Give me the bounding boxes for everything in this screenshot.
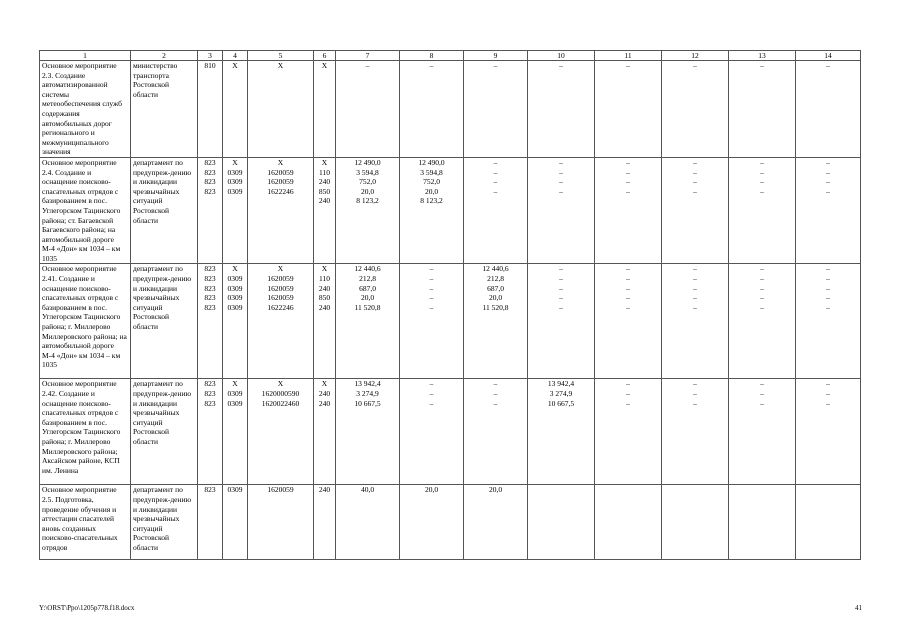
cell-value: – [826,283,830,293]
cell-value: – [493,186,498,196]
cell-value: 0309 [227,283,243,293]
value-cell-c10 [528,264,595,379]
cell-value: 13 942,4 [547,379,575,389]
cell-value: – [693,398,697,408]
value-cell-c9 [464,264,528,379]
cell-value: – [559,283,563,293]
value-cell-c8 [400,61,464,158]
cell-value: – [365,61,370,70]
file-path-footer: Y:\ORST\Ppo\1205p778.f18.docx [39,604,135,612]
table-row [40,264,861,379]
value-cell-c8 [400,485,464,560]
cell-value: – [626,398,630,408]
cell-value: 1620059 [267,167,294,177]
cell-value: 10 667,5 [354,398,381,408]
cell-value: – [559,167,563,177]
cell-value: 40,0 [360,485,375,495]
value-cell-c12 [662,61,729,158]
value-cell-c4 [223,264,248,379]
cell-value: – [826,398,830,408]
value-cell-c10 [528,485,595,560]
cell-value: – [559,274,563,284]
cell-value: – [826,379,830,389]
column-number: 8 [400,51,464,61]
cell-value: – [626,274,630,284]
activity-name-cell: Основное мероприятие 2.42. Создание и оснащение поисково-спасательных отрядов с базированием в пос. Углегорском Тацинского района; г. Миллерово Миллеровского района; Аксайском районе, КСП им. Ленина [40,379,131,485]
value-cell-c6 [314,61,336,158]
cell-value: 823 [204,283,216,293]
column-number: 14 [796,51,861,61]
cell-value: – [559,293,563,303]
cell-value: 823 [204,293,216,303]
cell-value: 823 [204,485,216,495]
cell-value: – [826,274,830,284]
cell-value: – [429,274,434,284]
cell-value: 752,0 [359,177,376,187]
value-cell-c6 [314,157,336,264]
cell-value: – [693,274,697,284]
cell-value: – [760,293,764,303]
cell-value: – [693,283,697,293]
cell-value: 823 [204,264,216,274]
column-number: 6 [314,51,336,61]
cell-value: 1620059 [267,485,294,495]
cell-value: 1620022460 [261,398,300,408]
value-cell-c7 [336,485,400,560]
executor-cell: министерство транспорта Ростовской области [131,61,198,158]
cell-value: 1620059 [267,274,294,284]
cell-value: 823 [204,157,216,167]
activity-name-cell: Основное мероприятие 2.3. Создание автоматизированной системы метеообеспечения служб содержания автомобильных дорог регионального и межмуниципального значения [40,61,131,158]
executor-cell: департамент по предупреж-дению и ликвидации чрезвычайных ситуаций Ростовской области [131,264,198,379]
cell-value: 1620000590 [261,389,300,399]
cell-value: – [760,61,764,70]
cell-value: 823 [204,389,216,399]
column-number: 5 [248,51,314,61]
value-cell-c7 [336,379,400,485]
cell-value: – [826,389,830,399]
value-cell-c8 [400,379,464,485]
value-cell-c8 [400,264,464,379]
value-cell-c12 [662,379,729,485]
table-row [40,485,861,560]
value-cell-c12 [662,264,729,379]
cell-value: – [626,302,630,312]
value-cell-c11 [595,264,662,379]
column-number: 3 [198,51,223,61]
cell-value: – [626,177,630,187]
value-cell-c10 [528,379,595,485]
cell-value: 20,0 [424,485,439,495]
value-cell-c10 [528,157,595,264]
cell-value: 240 [318,302,331,312]
executor-cell: департамент по предупреж-дению и ликвидации чрезвычайных ситуаций Ростовской области [131,485,198,560]
cell-value: 1620059 [267,177,294,187]
budget-table [39,50,861,560]
cell-value: – [826,264,830,274]
cell-value: – [826,186,830,196]
cell-value: – [429,61,434,70]
cell-value: 0309 [227,485,243,495]
cell-value: – [493,177,498,187]
column-number-row [40,51,861,61]
cell-value: – [626,157,630,167]
cell-value: – [493,389,498,399]
cell-value: X [277,379,284,389]
cell-value: X [321,157,328,167]
value-cell-c5 [248,485,314,560]
value-cell-c14 [796,379,861,485]
value-cell-c4 [223,61,248,158]
cell-value: 20,0 [424,186,439,196]
value-cell-c9 [464,157,528,264]
value-cell-c3 [198,157,223,264]
cell-value: – [559,186,563,196]
cell-value: 212,8 [487,274,504,284]
cell-value: 12 440,6 [354,264,381,274]
value-cell-c7 [336,61,400,158]
value-cell-c14 [796,157,861,264]
value-cell-c11 [595,485,662,560]
cell-value: X [321,379,328,389]
value-cell-c6 [314,379,336,485]
cell-value: 3 594,8 [420,167,443,177]
cell-value: – [626,167,630,177]
cell-value: 11 520,8 [354,302,381,312]
cell-value: – [693,293,697,303]
cell-value: 240 [318,196,331,206]
value-cell-c7 [336,264,400,379]
value-cell-c3 [198,61,223,158]
cell-value: 3 274,9 [356,389,379,399]
value-cell-c14 [796,61,861,158]
column-number: 2 [131,51,198,61]
cell-value: 20,0 [488,293,503,303]
cell-value: 850 [318,186,331,196]
cell-value: 12 440,6 [482,264,509,274]
cell-value: – [493,157,498,167]
cell-value: 8 123,2 [356,196,379,206]
cell-value: X [232,157,238,167]
column-number: 4 [223,51,248,61]
column-number: 13 [729,51,796,61]
cell-value: 20,0 [488,485,503,495]
cell-value: – [559,302,563,312]
cell-value: – [493,379,498,389]
value-cell-c8 [400,157,464,264]
cell-value: 11 520,8 [482,302,509,312]
cell-value: – [760,167,764,177]
value-cell-c9 [464,61,528,158]
cell-value: 0309 [227,389,243,399]
value-cell-c12 [662,157,729,264]
cell-value: 823 [204,274,216,284]
activity-name-cell: Основное мероприятие 2.41. Создание и оснащение поисково-спасательных отрядов с базированием в пос. Углегорском Тацинского района; г. Миллерово Миллеровского района; на автомобильной дороге М-4 «Дон» км 1034 – км 1035 [40,264,131,379]
cell-value: 687,0 [487,283,504,293]
cell-value: – [429,398,434,408]
cell-value: – [826,293,830,303]
cell-value: 823 [204,379,216,389]
cell-value: – [826,302,830,312]
value-cell-c6 [314,485,336,560]
cell-value: – [693,302,697,312]
cell-value: – [693,167,697,177]
cell-value: X [232,379,238,389]
value-cell-c13 [729,157,796,264]
cell-value: – [429,293,434,303]
cell-value: 110 [319,167,330,177]
cell-value: 0309 [227,398,243,408]
value-cell-c4 [223,157,248,264]
value-cell-c5 [248,379,314,485]
cell-value: X [321,264,328,274]
cell-value: 823 [204,177,216,187]
cell-value: 3 594,8 [356,167,379,177]
cell-value: – [429,379,434,389]
column-number: 10 [528,51,595,61]
cell-value: – [760,302,764,312]
cell-value: X [232,264,238,274]
cell-value: 823 [204,186,216,196]
cell-value: 0309 [227,167,243,177]
cell-value: – [826,157,830,167]
cell-value: X [321,61,328,70]
cell-value: 240 [318,398,331,408]
cell-value: – [626,186,630,196]
column-number: 12 [662,51,729,61]
cell-value: 0309 [227,177,243,187]
cell-value: – [826,61,830,70]
value-cell-c14 [796,264,861,379]
cell-value: – [693,177,697,187]
cell-value: – [693,379,697,389]
value-cell-c13 [729,264,796,379]
cell-value: 1620059 [267,283,294,293]
cell-value: X [277,264,284,274]
cell-value: 212,8 [359,274,376,284]
cell-value: – [429,264,434,274]
cell-value: 0309 [227,293,243,303]
cell-value: – [493,167,498,177]
cell-value: – [559,177,563,187]
cell-value: 0309 [227,274,243,284]
cell-value: 0309 [227,186,243,196]
cell-value: – [760,379,764,389]
value-cell-c3 [198,379,223,485]
value-cell-c13 [729,379,796,485]
cell-value: 687,0 [359,283,376,293]
value-cell-c3 [198,485,223,560]
cell-value: – [559,264,563,274]
cell-value: 752,0 [423,177,440,187]
cell-value: 0309 [227,302,243,312]
cell-value: – [826,167,830,177]
page-number: 41 [855,604,862,612]
cell-value: – [760,177,764,187]
value-cell-c4 [223,485,248,560]
value-cell-c9 [464,379,528,485]
cell-value: – [429,302,434,312]
cell-value: 823 [204,167,216,177]
executor-cell: департамент по предупреж-дению и ликвидации чрезвычайных ситуаций Ростовской области [131,157,198,264]
cell-value: – [626,283,630,293]
value-cell-c5 [248,264,314,379]
cell-value: – [626,61,630,70]
cell-value: 1620059 [267,293,294,303]
cell-value: – [429,283,434,293]
activity-name-cell: Основное мероприятие 2.5. Подготовка, проведение обучения и аттестации спасателей вновь созданных поисково-спасательных отрядов [40,485,131,560]
cell-value: – [826,177,830,187]
cell-value: 1622246 [267,302,294,312]
value-cell-c5 [248,61,314,158]
value-cell-c14 [796,485,861,560]
cell-value: 10 667,5 [547,398,575,408]
cell-value: – [760,157,764,167]
column-number: 11 [595,51,662,61]
value-cell-c10 [528,61,595,158]
table-row [40,157,861,264]
cell-value: – [626,293,630,303]
cell-value: – [693,264,697,274]
cell-value: 20,0 [360,186,375,196]
cell-value: 3 274,9 [549,389,573,399]
value-cell-c11 [595,157,662,264]
activity-name-cell: Основное мероприятие 2.4. Создание и оснащение поисково-спасательных отрядов с базированием в пос. Углегорском Тацинского района; ст. Багаевской Багаевского района; на автомобильной дороге М-4 «Дон» км 1034 – км 1035 [40,157,131,264]
cell-value: 12 490,0 [418,157,445,167]
value-cell-c13 [729,61,796,158]
value-cell-c6 [314,264,336,379]
value-cell-c13 [729,485,796,560]
cell-value: – [626,264,630,274]
cell-value: – [693,186,697,196]
table-row [40,379,861,485]
cell-value: – [760,389,764,399]
cell-value: 240 [318,177,331,187]
cell-value: 810 [204,61,216,70]
cell-value: X [232,61,238,70]
cell-value: – [559,61,563,70]
table-row [40,61,861,158]
cell-value: 1622246 [267,186,294,196]
cell-value: X [277,61,284,70]
cell-value: – [760,264,764,274]
value-cell-c11 [595,379,662,485]
value-cell-c12 [662,485,729,560]
cell-value: – [693,157,697,167]
cell-value: 8 123,2 [420,196,443,206]
column-number: 1 [40,51,131,61]
cell-value: 240 [318,485,331,495]
cell-value: – [493,398,498,408]
cell-value: – [626,379,630,389]
value-cell-c11 [595,61,662,158]
cell-value: – [760,283,764,293]
cell-value: – [493,61,498,70]
value-cell-c5 [248,157,314,264]
cell-value: – [693,389,697,399]
cell-value: – [760,274,764,284]
value-cell-c7 [336,157,400,264]
cell-value: – [693,61,697,70]
cell-value: – [760,186,764,196]
cell-value: X [277,157,284,167]
value-cell-c9 [464,485,528,560]
executor-cell: департамент по предупреж-дению и ликвидации чрезвычайных ситуаций Ростовской области [131,379,198,485]
cell-value: – [559,157,563,167]
cell-value: 13 942,4 [354,379,381,389]
cell-value: 110 [319,274,330,284]
cell-value: 850 [318,293,331,303]
column-number: 9 [464,51,528,61]
cell-value: 823 [204,302,216,312]
value-cell-c4 [223,379,248,485]
column-number: 7 [336,51,400,61]
cell-value: – [626,389,630,399]
cell-value: 240 [318,389,331,399]
cell-value: 240 [318,283,331,293]
cell-value: 12 490,0 [354,157,381,167]
cell-value: 823 [204,398,216,408]
value-cell-c3 [198,264,223,379]
cell-value: – [760,398,764,408]
cell-value: – [429,389,434,399]
cell-value: 20,0 [360,293,375,303]
